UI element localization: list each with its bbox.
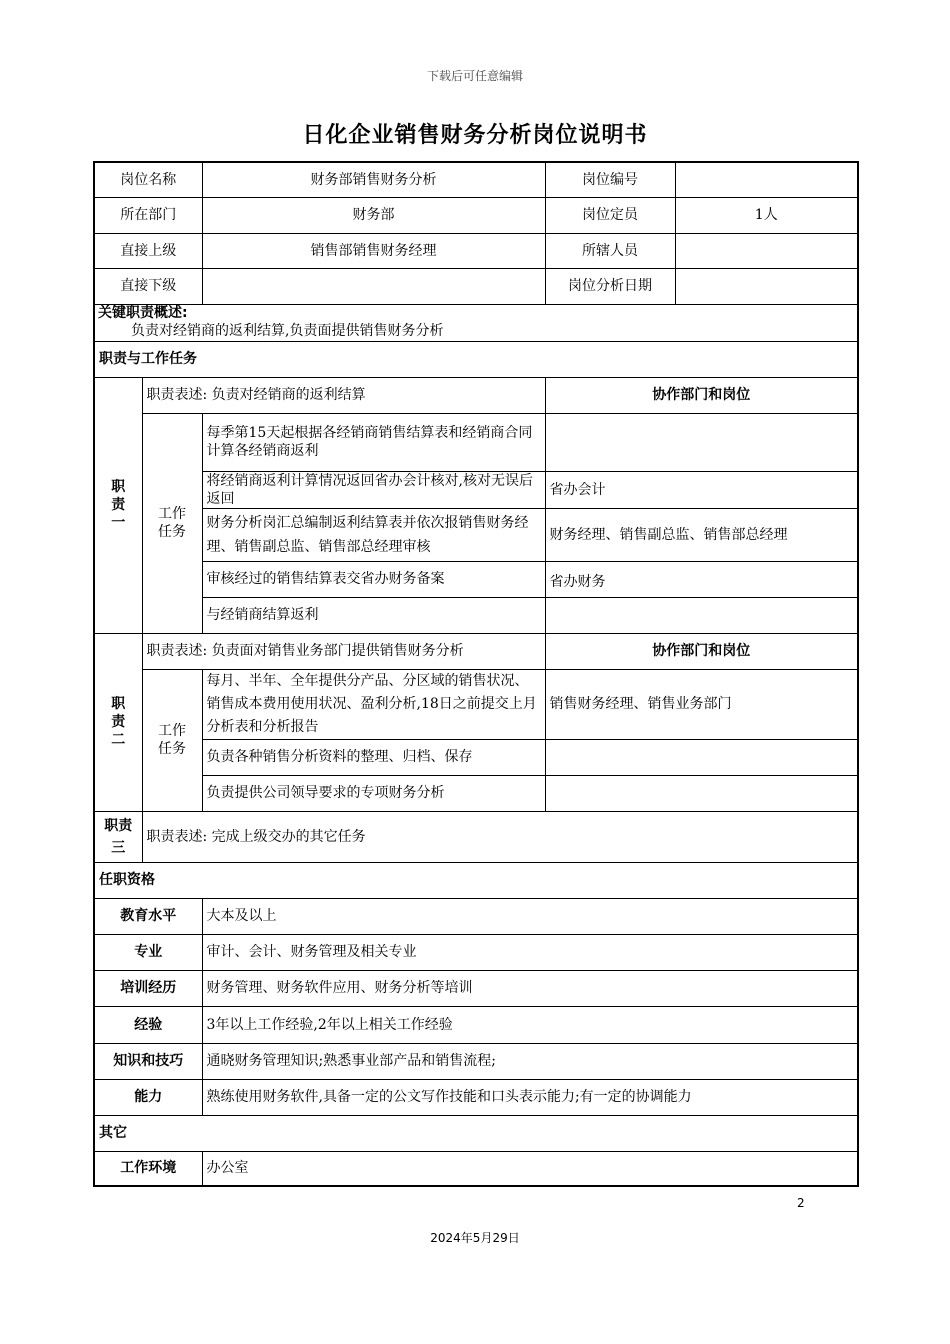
qualification-row: [94, 1079, 858, 1115]
qualification-row: [94, 1043, 858, 1079]
row-subordinate: [94, 268, 858, 304]
duty2-label: 职责二: [94, 633, 142, 811]
duty1-task-label: 工作任务: [142, 413, 202, 633]
headcount-label: 岗位定员: [545, 197, 675, 233]
department-label: 所在部门: [94, 197, 202, 233]
qualification-row: [94, 898, 858, 934]
document-title: 日化企业销售财务分析岗位说明书: [302, 123, 648, 148]
analysis-date-label: 岗位分析日期: [545, 268, 675, 304]
duty2-task-3: 负责提供公司领导要求的专项财务分析: [202, 775, 545, 811]
duty2-task-2: 负责各种销售分析资料的整理、归档、保存: [202, 739, 545, 775]
duty2-coop-heading: 协作部门和岗位: [545, 633, 858, 669]
qualification-value: 3年以上工作经验,2年以上相关工作经验: [202, 1006, 858, 1043]
duty1-task-4: 审核经过的销售结算表交省办财务备案: [202, 561, 545, 597]
duty1-task-2: 将经销商返利计算情况返回省办会计核对,核对无误后返回: [202, 471, 545, 508]
duties-heading: 职责与工作任务: [94, 341, 858, 377]
duty1-task-5: 与经销商结算返利: [202, 597, 545, 633]
duty2-coop-1: 销售财务经理、销售业务部门: [545, 669, 858, 739]
duty1-coop-4: 省办财务: [545, 561, 858, 597]
qualification-row: [94, 970, 858, 1006]
duty1-task-3: 财务分析岗汇总编制返利结算表并依次报销售财务经理、销售副总监、销售部总经理审核: [202, 508, 545, 561]
qualification-label: 经验: [94, 1006, 202, 1043]
duty1-task-row: [94, 561, 858, 597]
qualification-row: [94, 934, 858, 970]
duty2-task-1: 每月、半年、全年提供分产品、分区域的销售状况、销售成本费用使用状况、盈利分析,18日之前提交上月分析表和分析报告: [202, 669, 545, 739]
duty1-description: 职责表述: 负责对经销商的返利结算: [142, 377, 545, 413]
row-summary: [94, 304, 858, 341]
summary-heading: 关键职责概述:: [98, 305, 188, 321]
headcount-value: 1人: [675, 197, 858, 233]
duty1-coop-1: [545, 413, 858, 471]
duty1-desc-row: [94, 377, 858, 413]
qualification-label: 培训经历: [94, 970, 202, 1006]
work-environment-value: 办公室: [202, 1151, 858, 1186]
duty1-coop-5: [545, 597, 858, 633]
other-heading: 其它: [94, 1115, 858, 1151]
department-value: 财务部: [202, 197, 545, 233]
duty1-coop-3: 财务经理、销售副总监、销售部总经理: [545, 508, 858, 561]
subordinate-value: [202, 268, 545, 304]
duty1-task-row: [94, 508, 858, 561]
duty1-coop-2: 省办会计: [545, 471, 858, 508]
superior-label: 直接上级: [94, 233, 202, 268]
duty2-task-row: [94, 669, 858, 739]
qualifications-heading: 任职资格: [94, 862, 858, 898]
duty3-row: [94, 811, 858, 862]
summary-text: 负责对经销商的返利结算,负责面提供销售财务分析: [131, 323, 444, 339]
duty2-coop-3: [545, 775, 858, 811]
duty1-task-row: [94, 413, 858, 471]
summary-cell: [94, 304, 858, 341]
duty1-task-row: [94, 471, 858, 508]
duty2-task-label: 工作任务: [142, 669, 202, 811]
analysis-date-value: [675, 268, 858, 304]
qualification-value: 审计、会计、财务管理及相关专业: [202, 934, 858, 970]
qualification-label: 专业: [94, 934, 202, 970]
page-number: 2: [797, 1196, 805, 1210]
row-qualifications-heading: [94, 862, 858, 898]
duty3-label: 职责三: [94, 811, 142, 862]
qualification-value: 大本及以上: [202, 898, 858, 934]
qualification-value: 财务管理、财务软件应用、财务分析等培训: [202, 970, 858, 1006]
qualification-row: [94, 1006, 858, 1043]
staff-label: 所辖人员: [545, 233, 675, 268]
duty1-label: 职责一: [94, 377, 142, 633]
row-other-heading: [94, 1115, 858, 1151]
subordinate-label: 直接下级: [94, 268, 202, 304]
qualification-label: 知识和技巧: [94, 1043, 202, 1079]
qualification-label: 能力: [94, 1079, 202, 1115]
row-superior: [94, 233, 858, 268]
position-name-value: 财务部销售财务分析: [202, 162, 545, 197]
row-work-environment: [94, 1151, 858, 1186]
duty3-description: 职责表述: 完成上级交办的其它任务: [142, 811, 858, 862]
duty1-task-1: 每季第15天起根据各经销商销售结算表和经销商合同计算各经销商返利: [202, 413, 545, 471]
superior-value: 销售部销售财务经理: [202, 233, 545, 268]
position-code-label: 岗位编号: [545, 162, 675, 197]
duty2-task-row: [94, 775, 858, 811]
duty1-coop-heading: 协作部门和岗位: [545, 377, 858, 413]
duty2-coop-2: [545, 739, 858, 775]
qualification-value: 通晓财务管理知识;熟悉事业部产品和销售流程;: [202, 1043, 858, 1079]
footer-date: 2024年5月29日: [430, 1231, 520, 1245]
position-name-label: 岗位名称: [94, 162, 202, 197]
qualification-label: 教育水平: [94, 898, 202, 934]
qualification-value: 熟练使用财务软件,具备一定的公文写作技能和口头表示能力;有一定的协调能力: [202, 1079, 858, 1115]
work-environment-label: 工作环境: [94, 1151, 202, 1186]
row-duties-heading: [94, 341, 858, 377]
row-department: [94, 197, 858, 233]
position-code-value: [675, 162, 858, 197]
row-position-name: [94, 162, 858, 197]
duty1-task-row: [94, 597, 858, 633]
staff-value: [675, 233, 858, 268]
duty2-desc-row: [94, 633, 858, 669]
duty2-description: 职责表述: 负责面对销售业务部门提供销售财务分析: [142, 633, 545, 669]
job-description-table: [93, 161, 859, 1187]
duty2-task-row: [94, 739, 858, 775]
header-note: 下载后可任意编辑: [426, 69, 523, 83]
